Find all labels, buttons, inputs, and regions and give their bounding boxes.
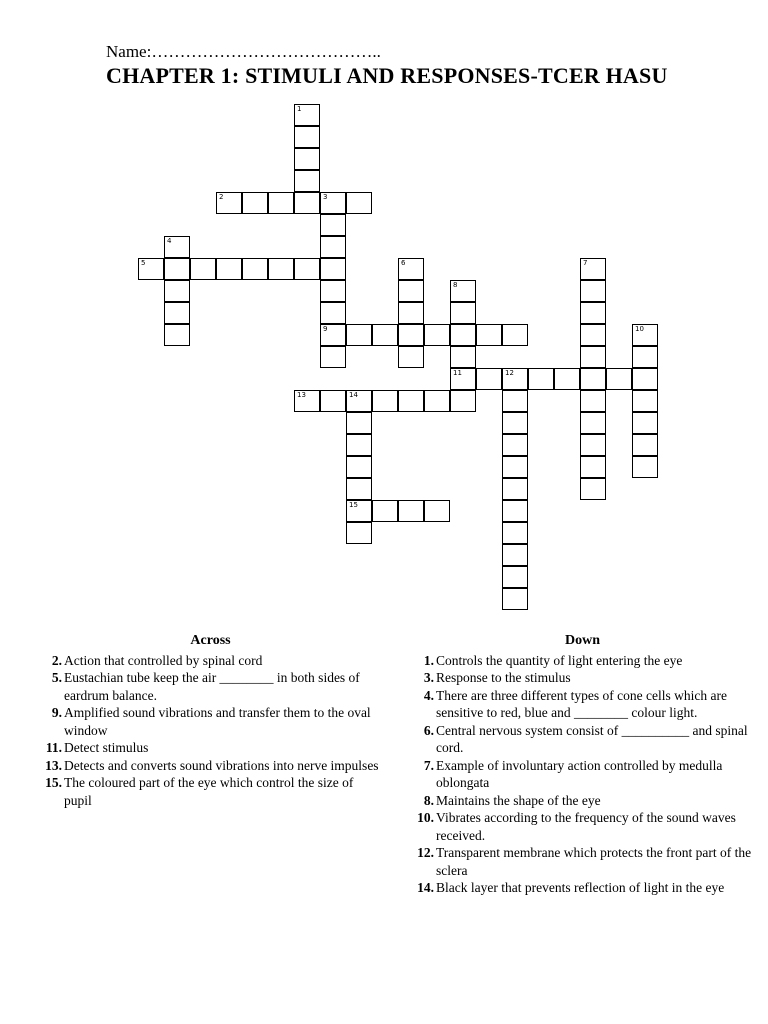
clue-number: 3. bbox=[423, 670, 434, 685]
crossword-cell[interactable] bbox=[632, 390, 658, 412]
clue-item bbox=[38, 739, 383, 757]
crossword-cell[interactable] bbox=[346, 434, 372, 456]
crossword-cell[interactable] bbox=[450, 280, 476, 302]
clue-item bbox=[410, 879, 755, 897]
clue-item bbox=[410, 722, 755, 757]
clue-number-label: 6 bbox=[401, 259, 406, 267]
crossword-cell[interactable] bbox=[294, 104, 320, 126]
crossword-cell[interactable] bbox=[424, 500, 450, 522]
crossword-cell[interactable] bbox=[502, 412, 528, 434]
crossword-cell[interactable] bbox=[502, 324, 528, 346]
clue-text: Maintains the shape of the eye bbox=[436, 792, 601, 808]
clue-number-label: 9 bbox=[323, 325, 328, 333]
crossword-cell[interactable] bbox=[398, 500, 424, 522]
crossword-cell[interactable] bbox=[398, 324, 424, 346]
name-line: Name:………………………………….. bbox=[106, 42, 381, 61]
crossword-cell[interactable] bbox=[346, 324, 372, 346]
crossword-cell[interactable] bbox=[138, 258, 164, 280]
crossword-cell[interactable] bbox=[580, 302, 606, 324]
crossword-cell[interactable] bbox=[320, 280, 346, 302]
crossword-cell[interactable] bbox=[268, 258, 294, 280]
clue-item bbox=[38, 669, 383, 704]
crossword-cell[interactable] bbox=[294, 390, 320, 412]
clue-item bbox=[38, 652, 383, 670]
crossword-cell[interactable] bbox=[164, 324, 190, 346]
crossword-cell[interactable] bbox=[424, 324, 450, 346]
clue-text: Example of involuntary action controlled by medulla oblongata bbox=[436, 757, 723, 790]
clue-number: 12. bbox=[417, 845, 434, 860]
crossword-cell[interactable] bbox=[320, 346, 346, 368]
crossword-cell[interactable] bbox=[398, 280, 424, 302]
clue-number: 14. bbox=[417, 880, 434, 895]
clue-text: Action that controlled by spinal cord bbox=[64, 652, 263, 668]
clue-item bbox=[410, 687, 755, 722]
crossword-cell[interactable] bbox=[294, 126, 320, 148]
crossword-cell[interactable] bbox=[632, 456, 658, 478]
crossword-cell[interactable] bbox=[268, 192, 294, 214]
crossword-cell[interactable] bbox=[580, 390, 606, 412]
clue-number-label: 8 bbox=[453, 281, 458, 289]
crossword-cell[interactable] bbox=[632, 368, 658, 390]
crossword-cell[interactable] bbox=[450, 346, 476, 368]
crossword-cell[interactable] bbox=[164, 258, 190, 280]
clue-number-label: 4 bbox=[167, 237, 172, 245]
clue-number: 7. bbox=[423, 757, 434, 773]
crossword-cell[interactable] bbox=[450, 368, 476, 390]
crossword-cell[interactable] bbox=[502, 368, 528, 390]
clue-text: Response to the stimulus bbox=[436, 670, 571, 685]
down-clues bbox=[410, 632, 755, 897]
clue-number-label: 1 bbox=[297, 105, 302, 113]
crossword-cell[interactable] bbox=[164, 236, 190, 258]
crossword-cell[interactable] bbox=[424, 390, 450, 412]
crossword-cell[interactable] bbox=[502, 500, 528, 522]
crossword-cell[interactable] bbox=[502, 390, 528, 412]
clue-text: Transparent membrane which protects the front part of the sclera bbox=[436, 845, 752, 878]
crossword-cell[interactable] bbox=[216, 258, 242, 280]
crossword-cell[interactable] bbox=[320, 236, 346, 258]
clue-item bbox=[410, 844, 755, 879]
crossword-cell[interactable] bbox=[346, 522, 372, 544]
crossword-cell[interactable] bbox=[398, 258, 424, 280]
clue-number: 13. bbox=[45, 757, 62, 773]
crossword-cell[interactable] bbox=[346, 478, 372, 500]
crossword-cell[interactable] bbox=[580, 280, 606, 302]
crossword-cell[interactable] bbox=[294, 192, 320, 214]
crossword-cell[interactable] bbox=[216, 192, 242, 214]
crossword-cell[interactable] bbox=[346, 500, 372, 522]
crossword-cell[interactable] bbox=[580, 478, 606, 500]
crossword-cell[interactable] bbox=[450, 390, 476, 412]
crossword-cell[interactable] bbox=[164, 280, 190, 302]
crossword-cell[interactable] bbox=[554, 368, 580, 390]
clue-text: Central nervous system consist of __________ and spinal cord. bbox=[436, 722, 748, 755]
clue-item bbox=[38, 774, 383, 809]
clue-text: Black layer that prevents reflection of light in the eye bbox=[436, 880, 725, 895]
crossword-cell[interactable] bbox=[320, 324, 346, 346]
clue-number-label: 12 bbox=[505, 369, 514, 377]
crossword-cell[interactable] bbox=[372, 324, 398, 346]
clue-item bbox=[410, 809, 755, 844]
crossword-cell[interactable] bbox=[632, 412, 658, 434]
crossword-cell[interactable] bbox=[580, 258, 606, 280]
crossword-cell[interactable] bbox=[320, 390, 346, 412]
crossword-cell[interactable] bbox=[294, 148, 320, 170]
clue-number-label: 11 bbox=[453, 369, 462, 377]
clue-number-label: 13 bbox=[297, 391, 306, 399]
crossword-cell[interactable] bbox=[190, 258, 216, 280]
clue-number: 11. bbox=[45, 740, 62, 755]
crossword-cell[interactable] bbox=[346, 390, 372, 412]
down-heading: Down bbox=[564, 633, 600, 648]
crossword-cell[interactable] bbox=[450, 324, 476, 346]
crossword-cell[interactable] bbox=[320, 214, 346, 236]
clue-number: 10. bbox=[417, 810, 434, 825]
crossword-cell[interactable] bbox=[398, 302, 424, 324]
clue-text: Amplified sound vibrations and transfer them to the oval window bbox=[64, 705, 371, 738]
clue-item bbox=[410, 652, 755, 670]
clue-text: There are three different types of cone cells which are sensitive to red, blue and ________ colour light. bbox=[436, 687, 727, 720]
clue-number-label: 7 bbox=[583, 259, 588, 267]
clue-item bbox=[38, 757, 383, 775]
crossword-cell[interactable] bbox=[502, 456, 528, 478]
crossword-cell[interactable] bbox=[346, 192, 372, 214]
crossword-cell[interactable] bbox=[294, 258, 320, 280]
crossword-cell[interactable] bbox=[294, 170, 320, 192]
crossword-cell[interactable] bbox=[580, 324, 606, 346]
clue-number-label: 14 bbox=[349, 391, 358, 399]
clue-number: 2. bbox=[51, 652, 62, 668]
clue-item bbox=[410, 669, 755, 687]
crossword-cell[interactable] bbox=[164, 302, 190, 324]
clue-text: The coloured part of the eye which control the size of pupil bbox=[64, 775, 354, 808]
crossword-cell[interactable] bbox=[320, 258, 346, 280]
crossword-cell[interactable] bbox=[580, 412, 606, 434]
page-title: CHAPTER 1: STIMULI AND RESPONSES-TCER HASU bbox=[106, 63, 668, 88]
crossword-cell[interactable] bbox=[320, 192, 346, 214]
crossword-cell[interactable] bbox=[450, 302, 476, 324]
clue-text: Eustachian tube keep the air ________ in both sides of eardrum balance. bbox=[64, 670, 360, 703]
clue-number: 6. bbox=[423, 722, 434, 738]
crossword-cell[interactable] bbox=[502, 434, 528, 456]
crossword-cell[interactable] bbox=[580, 434, 606, 456]
clue-item bbox=[410, 757, 755, 792]
crossword-cell[interactable] bbox=[580, 456, 606, 478]
clue-number-label: 3 bbox=[323, 193, 328, 201]
clue-text: Detect stimulus bbox=[64, 740, 149, 755]
crossword-cell[interactable] bbox=[372, 390, 398, 412]
crossword-cell[interactable] bbox=[398, 346, 424, 368]
clue-number-label: 5 bbox=[141, 259, 146, 267]
crossword-cell[interactable] bbox=[502, 544, 528, 566]
across-clues bbox=[38, 632, 383, 809]
crossword-cell[interactable] bbox=[580, 368, 606, 390]
crossword-cell[interactable] bbox=[606, 368, 632, 390]
clue-number-label: 2 bbox=[219, 193, 224, 201]
clue-number: 5. bbox=[51, 670, 62, 685]
crossword-cell[interactable] bbox=[346, 412, 372, 434]
crossword-cell[interactable] bbox=[502, 566, 528, 588]
crossword-cell[interactable] bbox=[320, 302, 346, 324]
crossword-cell[interactable] bbox=[632, 434, 658, 456]
crossword-cell[interactable] bbox=[398, 390, 424, 412]
clue-number: 8. bbox=[423, 792, 434, 808]
clue-number: 1. bbox=[423, 652, 434, 668]
crossword-cell[interactable] bbox=[242, 258, 268, 280]
clue-number: 4. bbox=[423, 687, 434, 703]
crossword-cell[interactable] bbox=[242, 192, 268, 214]
clue-item bbox=[38, 704, 383, 739]
crossword-cell[interactable] bbox=[346, 456, 372, 478]
crossword-cell[interactable] bbox=[502, 478, 528, 500]
clue-text: Detects and converts sound vibrations into nerve impulses bbox=[64, 757, 379, 773]
crossword-cell[interactable] bbox=[476, 324, 502, 346]
crossword-cell[interactable] bbox=[476, 368, 502, 390]
clue-number-label: 15 bbox=[349, 501, 358, 509]
crossword-cell[interactable] bbox=[580, 346, 606, 368]
clue-text: Vibrates according to the frequency of the sound waves received. bbox=[436, 810, 736, 843]
clue-text: Controls the quantity of light entering the eye bbox=[436, 652, 683, 668]
crossword-cell[interactable] bbox=[502, 588, 528, 610]
across-heading: Across bbox=[190, 633, 231, 648]
crossword-cell[interactable] bbox=[528, 368, 554, 390]
crossword-cell[interactable] bbox=[502, 522, 528, 544]
clue-number: 15. bbox=[45, 775, 62, 790]
crossword-cell[interactable] bbox=[632, 346, 658, 368]
clue-number-label: 10 bbox=[635, 325, 644, 333]
crossword-cell[interactable] bbox=[372, 500, 398, 522]
clue-item bbox=[410, 792, 755, 810]
clue-number: 9. bbox=[51, 705, 62, 720]
crossword-cell[interactable] bbox=[632, 324, 658, 346]
